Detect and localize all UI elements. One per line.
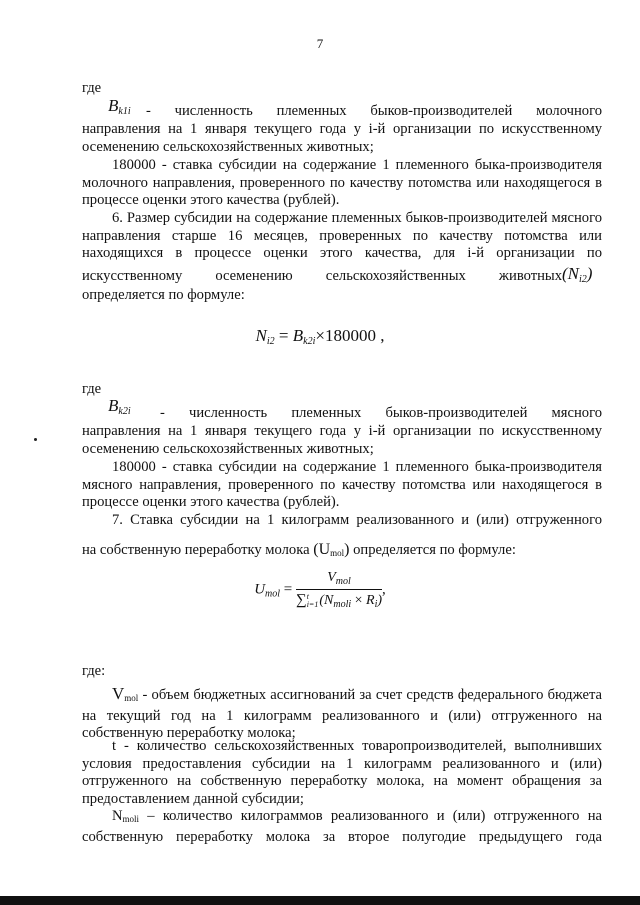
definition-b-k1i-rest: направления на 1 января текущего года у i-й организации по искусственному осеменению сельскохозяйственных животных; — [82, 121, 602, 155]
definition-v-mol: $V_{mol}$ - объем бюджетных ассигнований за счет средств федерального бюджета на текущий год на 1 килограмм реализованного и (или) отгруженного на собственную переработку молока; — [82, 684, 602, 741]
var-n-i2: $(N_{i2})$ — [562, 264, 593, 285]
where-label-2: где — [82, 381, 102, 397]
definition-b-k1i-first-line: - численность племенных быков-производителей молочного — [146, 103, 602, 119]
formula-u-mol-fraction: $V_{mol}$ ∑t $i=1(N_{moli} \times R_i)$ — [296, 570, 383, 610]
scan-speck — [34, 438, 37, 441]
paragraph-7-second-line: на собственную переработку молока $(U_{mol})$ определяется по формуле: — [82, 541, 516, 558]
formula-u-mol: $U_{mol}$ = $V_{mol}$ ∑t $i=1(N_{moli} \times R_i)$ , — [254, 570, 386, 610]
paragraph-7-first-line: 7. Ставка субсидии на 1 килограмм реализованного и (или) отгруженного — [112, 512, 602, 528]
where-label-3: где: — [82, 663, 106, 679]
paragraph-6: 6. Размер субсидии на содержание племенных быков-производителей мясного направления старше 16 месяцев, проверенных по качеству потомства или находящихся в процессе оценки этого качества, для i-й организации по — [82, 210, 602, 261]
rate-paragraph-2: 180000 - ставка субсидии на содержание 1 племенного быка-производителя мясного направления, проверенного по качеству потомства или находящегося в процессе оценки этого качества (рублей). — [82, 459, 602, 510]
definition-n-moli: $N_{moli}$ – количество килограммов реализованного и (или) отгруженного на собственную переработку молока за второе полугодие предыдущего года — [82, 808, 602, 845]
var-b-k1i: $B_{k1i}$ — [108, 96, 131, 117]
paragraph-6-end: определяется по формуле: — [82, 287, 245, 303]
rate-paragraph-1: 180000 - ставка субсидии на содержание 1 племенного быка-производителя молочного направления, проверенного по качеству потомства или находящегося в процессе оценки этого качества (рублей). — [82, 157, 602, 208]
paragraph-6-tail: искусственному осеменению сельскохозяйственных животных — [82, 268, 562, 284]
page-number: 7 — [316, 36, 324, 51]
definition-b-k2i-rest: направления на 1 января текущего года у i-й организации по искусственному осеменению сельскохозяйственных животных; — [82, 423, 602, 457]
var-b-k2i: $B_{k2i}$ — [108, 396, 131, 417]
definition-t: t - количество сельскохозяйственных товаропроизводителей, выполнивших условия предоставления субсидии на 1 килограмм реализованного и (или) отгруженного на собственную переработку молока, на момент обращения за предоставлением данной субсидии; — [82, 738, 602, 807]
where-label-1: где — [82, 80, 102, 96]
scan-bottom-edge — [0, 896, 640, 905]
definition-b-k2i-first-line: - численность племенных быков-производителей мясного — [160, 405, 602, 421]
formula-n-i2: $N_{i2} = B_{k2i}\times 180000$ , — [255, 326, 385, 347]
